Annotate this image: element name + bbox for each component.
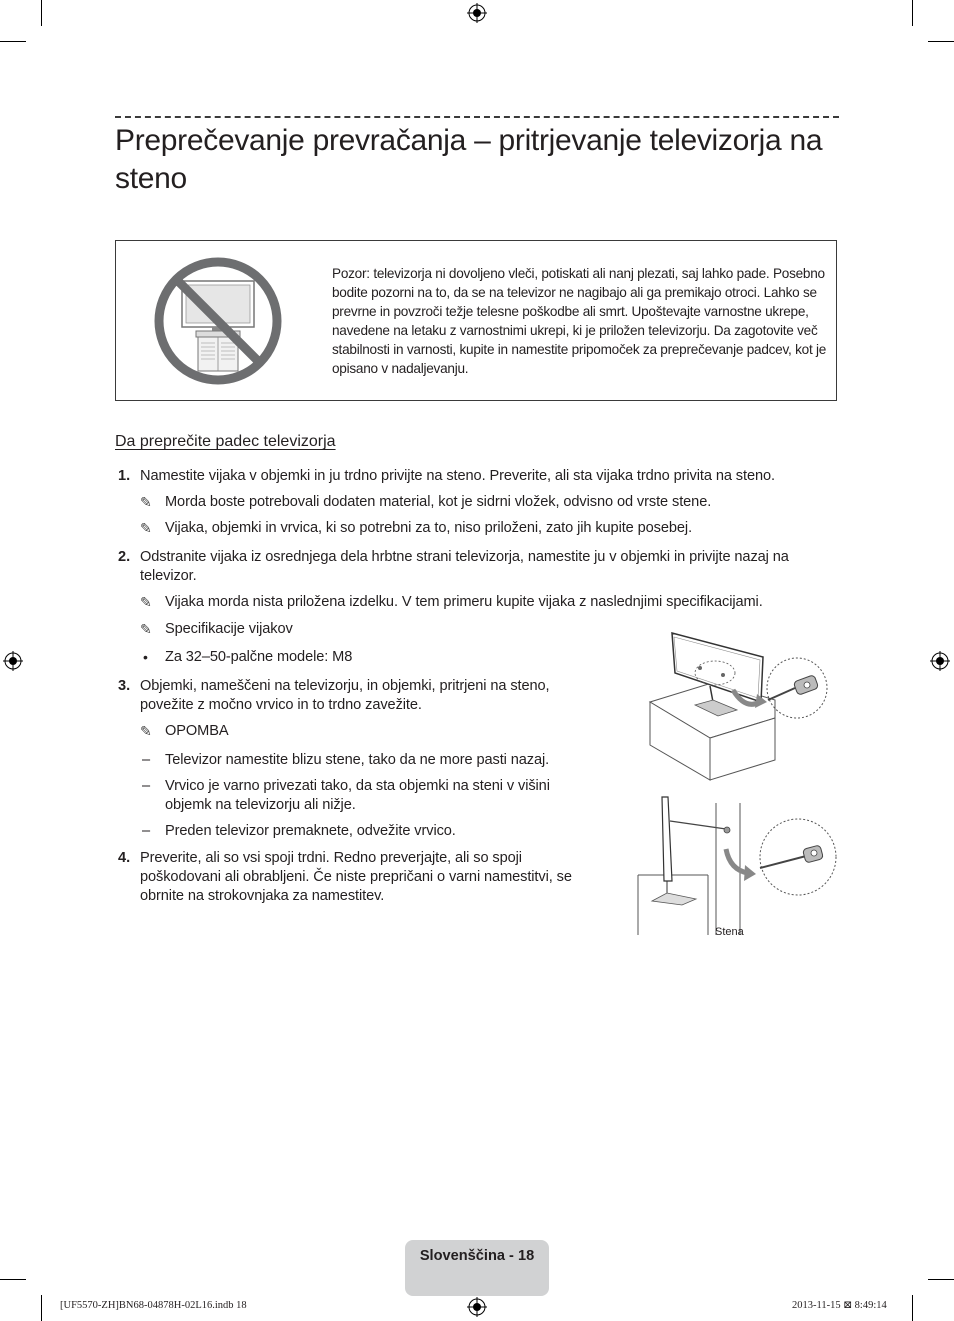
step-number: 2. — [118, 549, 131, 565]
step-text: Preverite, ali so vsi spoji trdni. Redno preverjajte, ali so spoji poškodovani ali obrabljeni. Če niste prepričani o varni namestitvi, se obrnite na strokovnjaka za namestitev. — [140, 850, 572, 904]
bullet-mark: • — [143, 649, 148, 665]
crop-mark — [0, 1279, 26, 1280]
registration-mark-icon — [930, 651, 950, 671]
note-icon: ✎ — [140, 621, 152, 637]
page-title: Preprečevanje prevračanja – pritrjevanje televizorja na steno — [115, 124, 823, 195]
tv-wall-anchor-illustration — [634, 795, 840, 935]
step-text: Odstranite vijaka iz osrednjega dela hrbtne strani televizorja, namestite ju v objemki in privijte nazaj na televizor. — [140, 549, 789, 584]
section-heading: Da preprečite padec televizorja — [115, 433, 336, 450]
crop-mark — [928, 1279, 954, 1280]
note-item: Vrvico je varno privezati tako, da sta objemki na steni v višini objemk na televizorju ali nižje. — [165, 778, 550, 813]
crop-mark — [41, 1295, 42, 1321]
crop-mark — [912, 0, 913, 26]
dash-mark: – — [142, 823, 151, 839]
registration-mark-icon — [467, 3, 487, 23]
note-icon: ✎ — [140, 520, 152, 536]
dash-mark: – — [142, 778, 151, 794]
crop-mark — [928, 41, 954, 42]
note-text: Morda boste potrebovali dodaten material, kot je sidrni vložek, odvisno od vrste stene. — [165, 494, 712, 510]
warning-text: Pozor: televizorja ni dovoljeno vleči, potiskati ali nanj plezati, saj lahko pade. Posebno bodite pozorni na to, da se na televizor ne nagibajo ali ga premikajo otroci. Lahko se prevrne in povzroči težje telesne poškodbe ali smrt. Upoštevajte varnostne ukrepe, navedene na letaku z varnostnimi ukrepi, ki je priložen televizorju. Da zagotovite več stabilnosti in varnosti, kupite in namestite pripomoček za preprečevanje padcev, kot je opisano v nadaljevanju. — [332, 266, 827, 376]
note-item: Televizor namestite blizu stene, tako da ne more pasti nazaj. — [165, 752, 550, 768]
step-text: Namestite vijaka v objemki in ju trdno privijte na steno. Preverite, ali sta vijaka trdno privita na steno. — [140, 468, 775, 484]
title-rule — [115, 116, 839, 118]
registration-mark-icon — [467, 1297, 487, 1317]
note-text: Specifikacije vijakov — [165, 621, 293, 637]
step-number: 4. — [118, 850, 131, 866]
footer-filename: [UF5570-ZH]BN68-04878H-02L16.indb 18 — [60, 1300, 247, 1311]
note-text: Vijaka morda nista priložena izdelku. V tem primeru kupite vijaka z naslednjimi specifikacijami. — [165, 594, 763, 610]
note-icon: ✎ — [140, 594, 152, 610]
screw-spec: Za 32–50-palčne modele: M8 — [165, 649, 353, 665]
note-item: Preden televizor premaknete, odvežite vrvico. — [165, 823, 456, 839]
page-number: Slovenščina - 18 — [419, 1248, 535, 1264]
note-icon: ✎ — [140, 494, 152, 510]
crop-mark — [0, 41, 26, 42]
crop-mark — [912, 1295, 913, 1321]
crop-mark — [41, 0, 42, 26]
no-climbing-tv-icon — [152, 255, 284, 387]
warning-box — [115, 240, 837, 401]
step-text: Objemki, nameščeni na televizorju, in objemki, pritrjeni na steno, povežite z močno vrvico in to trdno zavežite. — [140, 678, 550, 713]
step-number: 1. — [118, 468, 131, 484]
tv-bracket-illustration — [645, 630, 840, 782]
dash-mark: – — [142, 752, 151, 768]
wall-label: Stena — [715, 926, 744, 938]
step-number: 3. — [118, 678, 131, 694]
page-number-tab — [405, 1240, 549, 1296]
note-text: Vijaka, objemki in vrvica, ki so potrebni za to, niso priloženi, zato jih kupite posebej. — [165, 520, 693, 536]
note-icon: ✎ — [140, 723, 152, 739]
footer-timestamp: 2013-11-15 ⊠ 8:49:14 — [792, 1300, 887, 1311]
note-label: OPOMBA — [165, 723, 229, 739]
registration-mark-icon — [3, 651, 23, 671]
